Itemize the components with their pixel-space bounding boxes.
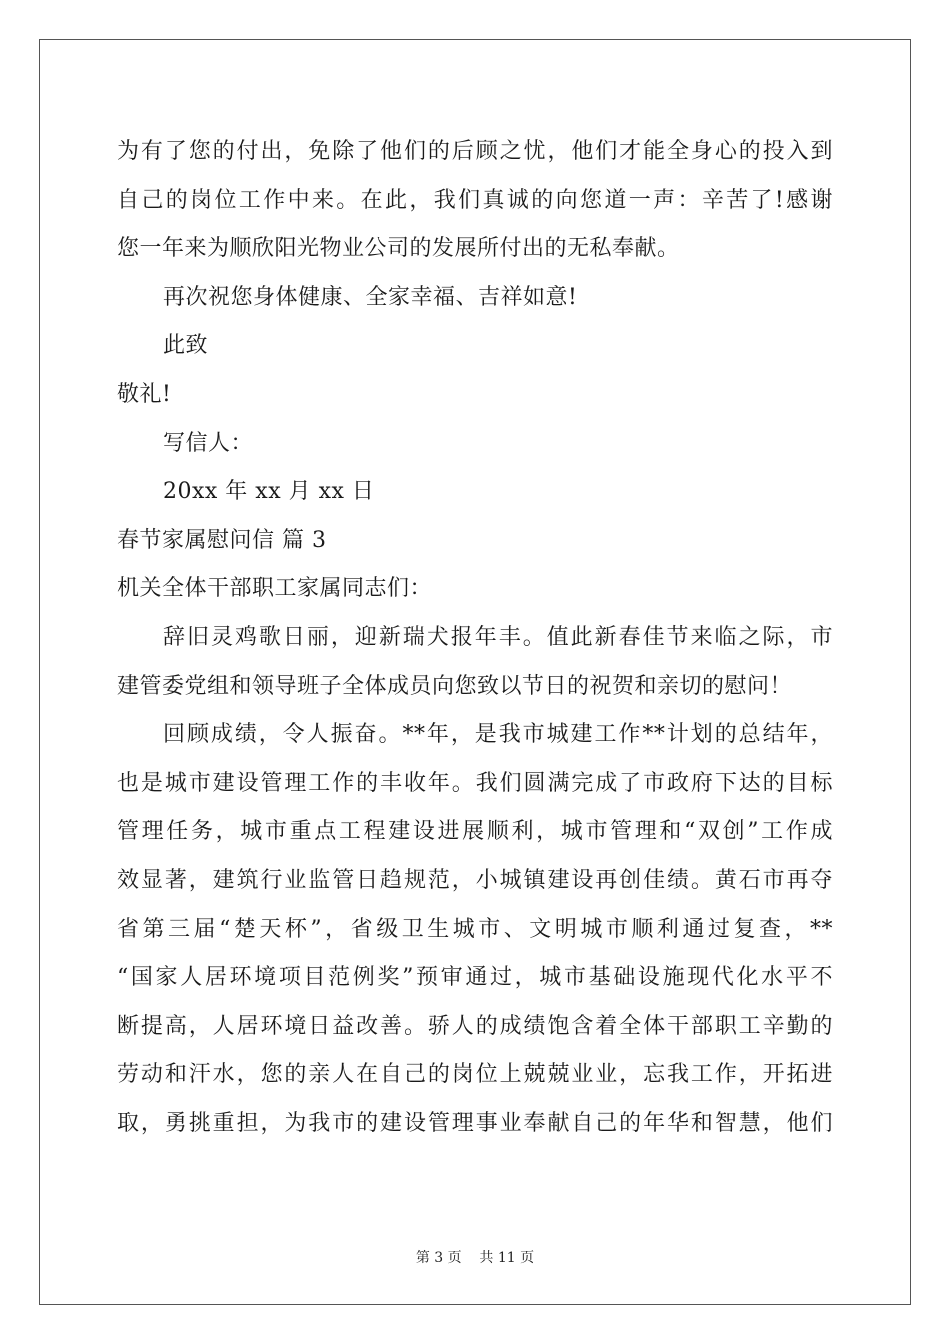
salutation: 机关全体干部职工家属同志们： <box>117 576 433 602</box>
text-line: 自己的岗位工作中来。在此，我们真诚的向您道一声：辛苦了!感谢 <box>117 187 833 213</box>
text-line: 写信人： <box>163 430 254 456</box>
text-line: 为有了您的付出，免除了他们的后顾之忧，他们才能全身心的投入到 <box>117 139 833 164</box>
text-line: 20xx 年 xx 月 xx 日 <box>163 479 375 505</box>
page-footer <box>0 1247 950 1267</box>
text-line: 您一年来为顺欣阳光物业公司的发展所付出的无私奉献。 <box>117 236 680 262</box>
text-line: 再次祝您身体健康、全家幸福、吉祥如意! <box>163 284 578 310</box>
text-line: 敬礼! <box>117 381 172 407</box>
section-title: 春节家属慰问信 篇 3 <box>117 527 327 553</box>
page-number: 第 3 页 共 11 页 <box>415 1250 535 1266</box>
text-line: 省第三届“楚天杯”，省级卫生城市、文明城市顺利通过复查，** <box>117 916 833 942</box>
document-body <box>117 128 833 1148</box>
text-line: “国家人居环境项目范例奖”预审通过，城市基础设施现代化水平不 <box>117 965 833 991</box>
text-line: 管理任务，城市重点工程建设进展顺利，城市管理和“双创”工作成 <box>117 819 833 845</box>
text-line: 也是城市建设管理工作的丰收年。我们圆满完成了市政府下达的目标 <box>117 770 833 796</box>
text-line: 辞旧灵鸡歌日丽，迎新瑞犬报年丰。值此新春佳节来临之际，市 <box>163 624 833 650</box>
text-line: 取，勇挑重担，为我市的建设管理事业奉献自己的年华和智慧，他们 <box>117 1110 833 1136</box>
text-line: 劳动和汗水，您的亲人在自己的岗位上兢兢业业，忘我工作，开拓进 <box>117 1062 833 1088</box>
text-line: 回顾成绩，令人振奋。**年，是我市城建工作**计划的总结年， <box>163 722 833 748</box>
text-line: 建管委党组和领导班子全体成员向您致以节日的祝贺和亲切的慰问！ <box>117 673 793 699</box>
text-line: 断提高，人居环境日益改善。骄人的成绩饱含着全体干部职工辛勤的 <box>117 1013 833 1039</box>
text-line: 效显著，建筑行业监管日趋规范，小城镇建设再创佳绩。黄石市再夺 <box>117 867 833 893</box>
text-line: 此致 <box>163 333 209 359</box>
